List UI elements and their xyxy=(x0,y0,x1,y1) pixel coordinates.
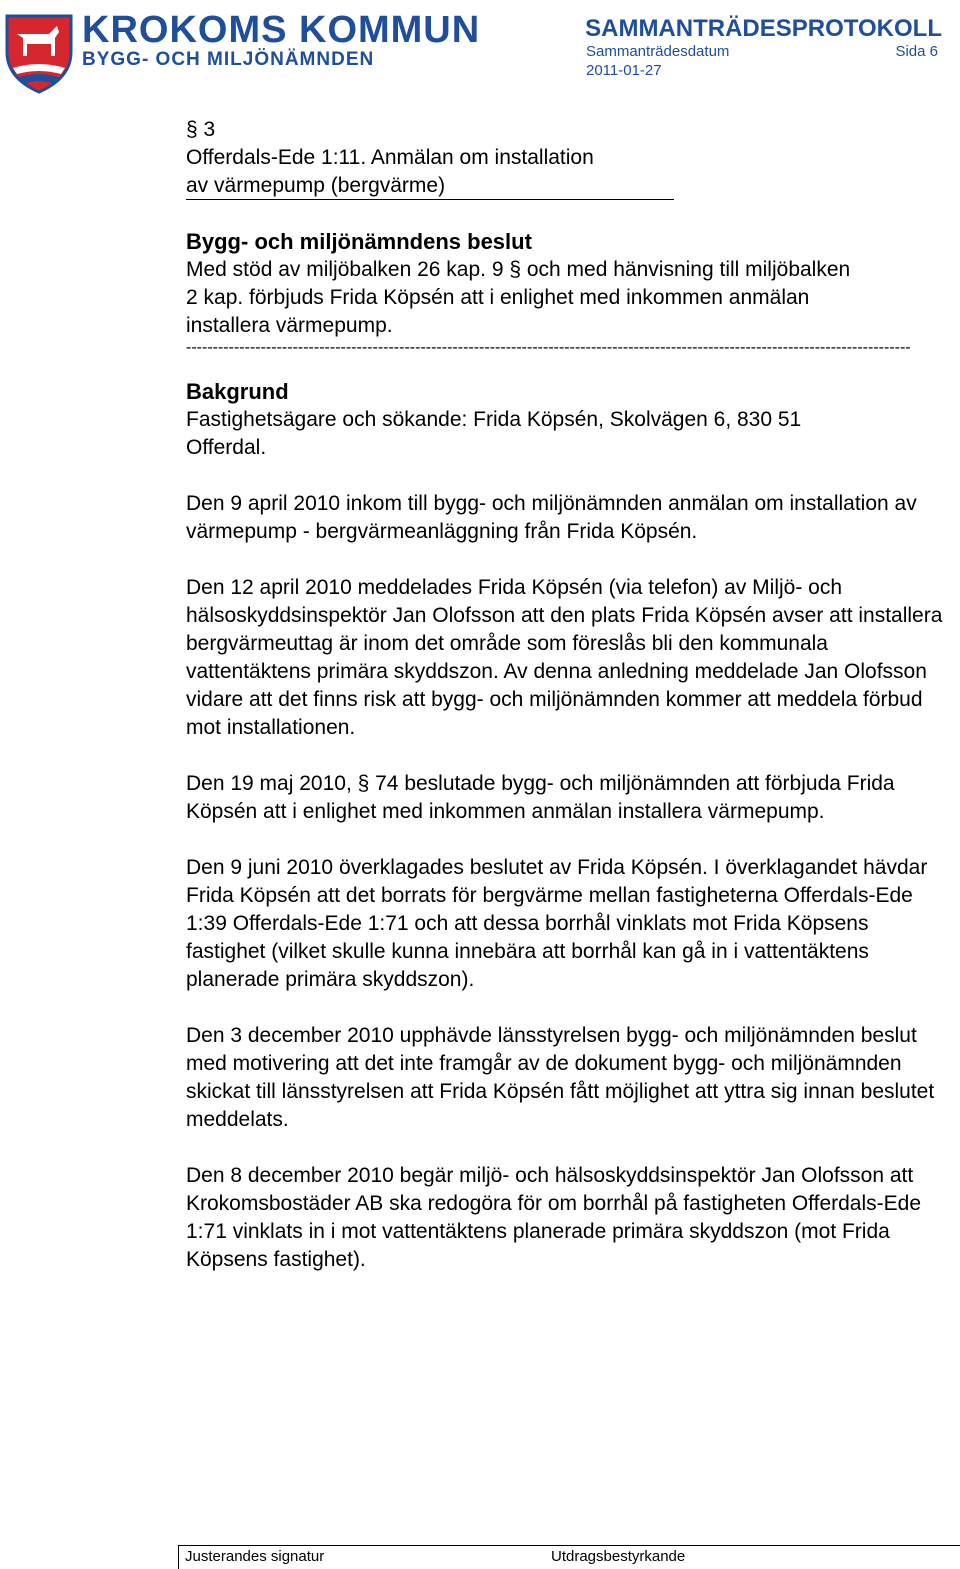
protocol-body xyxy=(186,112,954,1302)
background-paragraph: Den 9 april 2010 inkom till bygg- och miljönämnden anmälan om installation av värmepump - bergvärmeanläggning från Frida Köpsén. xyxy=(186,492,917,543)
section-subject xyxy=(186,144,954,200)
meeting-date: 2011-01-27 xyxy=(586,62,662,79)
background-paragraph: Den 8 december 2010 begär miljö- och hälsoskyddsinspektör Jan Olofsson att Krokomsbostäder AB ska redogöra för om borrhål på fastigheten Offerdals-Ede 1:71 vinklats in i mot vattentäktens planerade primära skyddszon (mot Frida Köpsens fastighet). xyxy=(186,1164,922,1271)
decision-line: 2 kap. förbjuds Frida Köpsén att i enlighet med inkommen anmälan xyxy=(186,286,810,309)
background-paragraph: Fastighetsägare och sökande: Frida Köpsén, Skolvägen 6, 830 51 Offerdal. xyxy=(186,408,802,459)
background-paragraph: Den 3 december 2010 upphävde länsstyrelsen bygg- och miljönämnden beslut med motivering att det inte framgår av de dokument bygg- och miljönämnden skickat till länsstyrelsen att Frida Köpsén fått möjlighet att yttra sig innan beslutet meddelats. xyxy=(186,1024,935,1131)
document-title: SAMMANTRÄDESPROTOKOLL xyxy=(585,15,942,42)
section-number-value: 3 xyxy=(203,118,216,141)
decision-line: installera värmepump. xyxy=(186,314,393,337)
decision-line: Med stöd av miljöbalken 26 kap. 9 § och med hänvisning till miljöbalken xyxy=(186,258,851,281)
page-number: Sida 6 xyxy=(895,43,938,60)
paragraph-symbol: § xyxy=(186,118,198,141)
section-number xyxy=(186,112,954,144)
background-heading: Bakgrund xyxy=(186,379,289,404)
background-paragraph: Den 9 juni 2010 överklagades beslutet av Frida Köpsén. I överklagandet hävdar Frida Köpsén att det borrats för bergvärme mellan fastigheterna Offerdals-Ede 1:39 Offerdals-Ede 1:71 och att dessa borrhål vinklats mot Frida Köpsens fastighet (vilket skulle kunna innebära att borrhål kan gå in i vattentäktens planerade primära skyddszon). xyxy=(186,856,928,991)
separator-line: ---------------------------------------------------------------------------------------------------------------------------------------- xyxy=(186,340,911,356)
decision-text xyxy=(186,256,954,340)
subject-line-2: av värmepump (bergvärme) xyxy=(186,173,674,200)
municipality-logo xyxy=(3,12,75,96)
org-name: KROKOMS KOMMUN xyxy=(82,9,481,51)
meeting-date-label: Sammanträdesdatum xyxy=(586,43,730,60)
decision-heading: Bygg- och miljönämndens beslut xyxy=(186,229,532,254)
background-paragraph: Den 12 april 2010 meddelades Frida Köpsén (via telefon) av Miljö- och hälsoskyddsinspektör Jan Olofsson att den plats Frida Köpsén avser att installera bergvärmeuttag är inom det område som föreslås bli den kommunala vattentäktens primära skyddszon. Av denna anledning meddelade Jan Olofsson vidare att det finns risk att bygg- och miljönämnden kommer att meddela förbud mot installationen. xyxy=(186,576,943,739)
org-subtitle: BYGG- OCH MILJÖNÄMNDEN xyxy=(82,49,375,70)
subject-line-1: Offerdals-Ede 1:11. Anmälan om installation xyxy=(186,146,594,169)
signature-footer xyxy=(178,1545,960,1569)
background-paragraph: Den 19 maj 2010, § 74 beslutade bygg- och miljönämnden att förbjuda Frida Köpsén att i enlighet med inkommen anmälan installera värmepump. xyxy=(186,772,895,823)
signature-label: Justerandes signatur xyxy=(185,1548,325,1565)
certification-label: Utdragsbestyrkande xyxy=(551,1548,686,1565)
